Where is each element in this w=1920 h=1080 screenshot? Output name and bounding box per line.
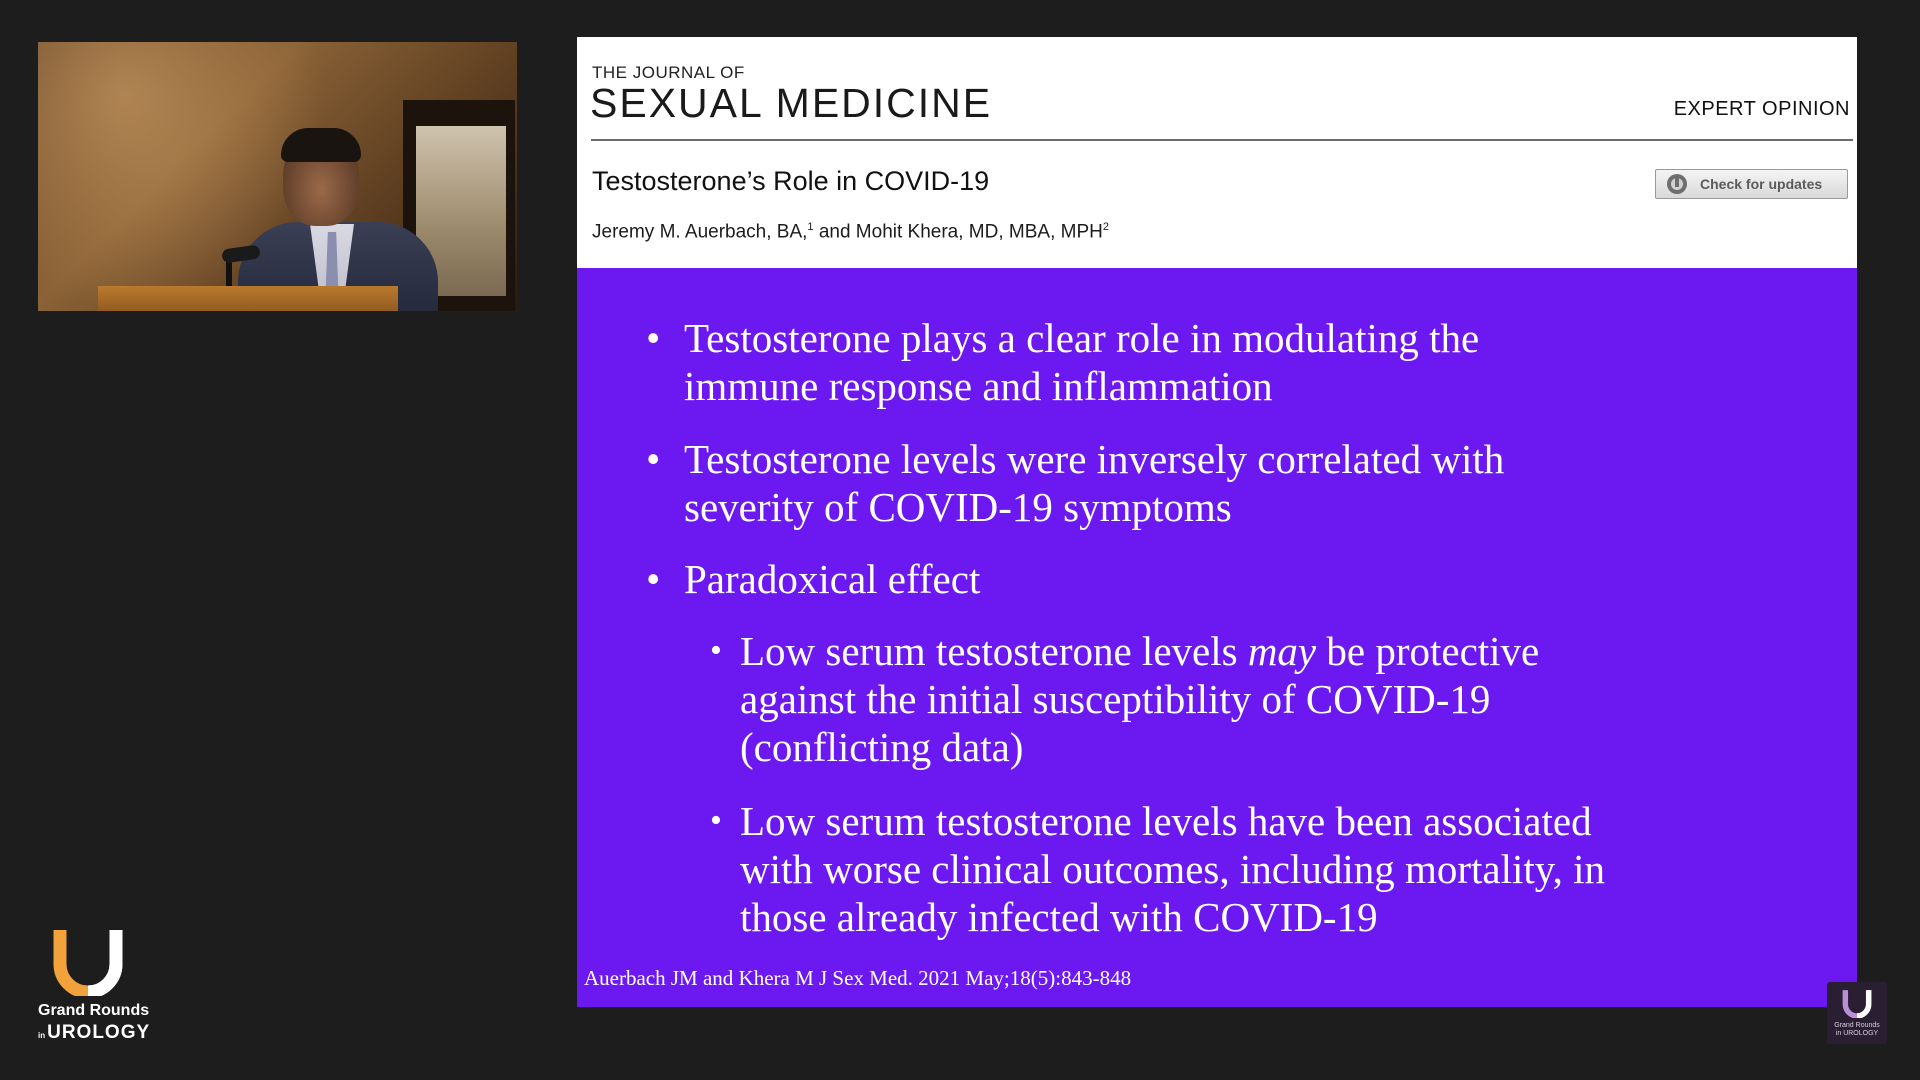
urology-u-small-icon [1842,988,1872,1018]
corner-brand-line2: in UROLOGY [1835,1030,1879,1037]
author-1: Jeremy M. Auerbach, BA, [592,221,808,243]
bullet-line: immune response and inflammation [684,363,1273,409]
corner-brand-line1: Grand Rounds [1834,1022,1880,1029]
speaker-video-feed[interactable] [38,42,517,311]
bullet-icon: • [710,632,722,669]
slide-bullet-list [577,37,1857,1007]
urology-u-icon [52,926,124,996]
bullet-line: those already infected with COVID-19 [740,894,1378,940]
presentation-slide [577,37,1857,1007]
bullet-line: Testosterone levels were inversely correlated with [684,436,1505,482]
bullet-line [740,627,1820,675]
bullet-line: against the initial susceptibility of COVID-19 [740,676,1491,722]
bullet-line: severity of COVID-19 symptoms [684,484,1232,530]
article-title: Testosterone’s Role in COVID-19 [592,166,990,196]
brand-prefix: in [38,1031,46,1040]
speaker-hair [281,128,361,162]
author-1-affiliation: 1 [807,221,814,233]
bullet-item [646,314,1804,410]
journal-name-prefix: THE JOURNAL OF [592,63,745,82]
bullet-icon: • [646,556,661,602]
journal-name: SEXUAL MEDICINE [590,80,993,126]
brand-urology: UROLOGY [47,1022,151,1043]
brand-name-line2 [38,1022,150,1044]
brand-name-line1: Grand Rounds [38,1002,150,1019]
podium [98,286,398,311]
author-2: and Mohit Khera, MD, MBA, MPH [813,221,1103,243]
bullet-item [646,435,1804,531]
grand-rounds-logo [36,926,151,1046]
sub-bullet-item [710,797,1820,941]
corner-brand-text [1827,1022,1887,1038]
bullet-icon: • [646,315,661,361]
bullet-line: Testosterone plays a clear role in modulating the [684,315,1480,361]
slide-citation: Auerbach JM and Khera M J Sex Med. 2021 May;18(5):843-848 [584,966,1132,990]
bullet-line: (conflicting data) [740,724,1024,770]
corner-watermark-logo [1827,982,1887,1044]
author-2-affiliation: 2 [1102,221,1109,233]
bullet-item [646,555,1804,603]
sub-bullet-item [710,627,1820,771]
check-updates-label: Check for updates [1700,176,1823,192]
bullet-line: Paradoxical effect [684,556,981,602]
bullet-text: Low serum testosterone levels [740,628,1248,674]
section-label: EXPERT OPINION [1673,98,1850,120]
bullet-line: Low serum testosterone levels have been associated [740,798,1592,844]
bullet-text: be protective [1316,628,1540,674]
bullet-emphasis: may [1247,628,1317,674]
bullet-icon: • [646,436,661,482]
bullet-icon: • [710,802,722,839]
bullet-line: with worse clinical outcomes, including mortality, in [740,846,1606,892]
